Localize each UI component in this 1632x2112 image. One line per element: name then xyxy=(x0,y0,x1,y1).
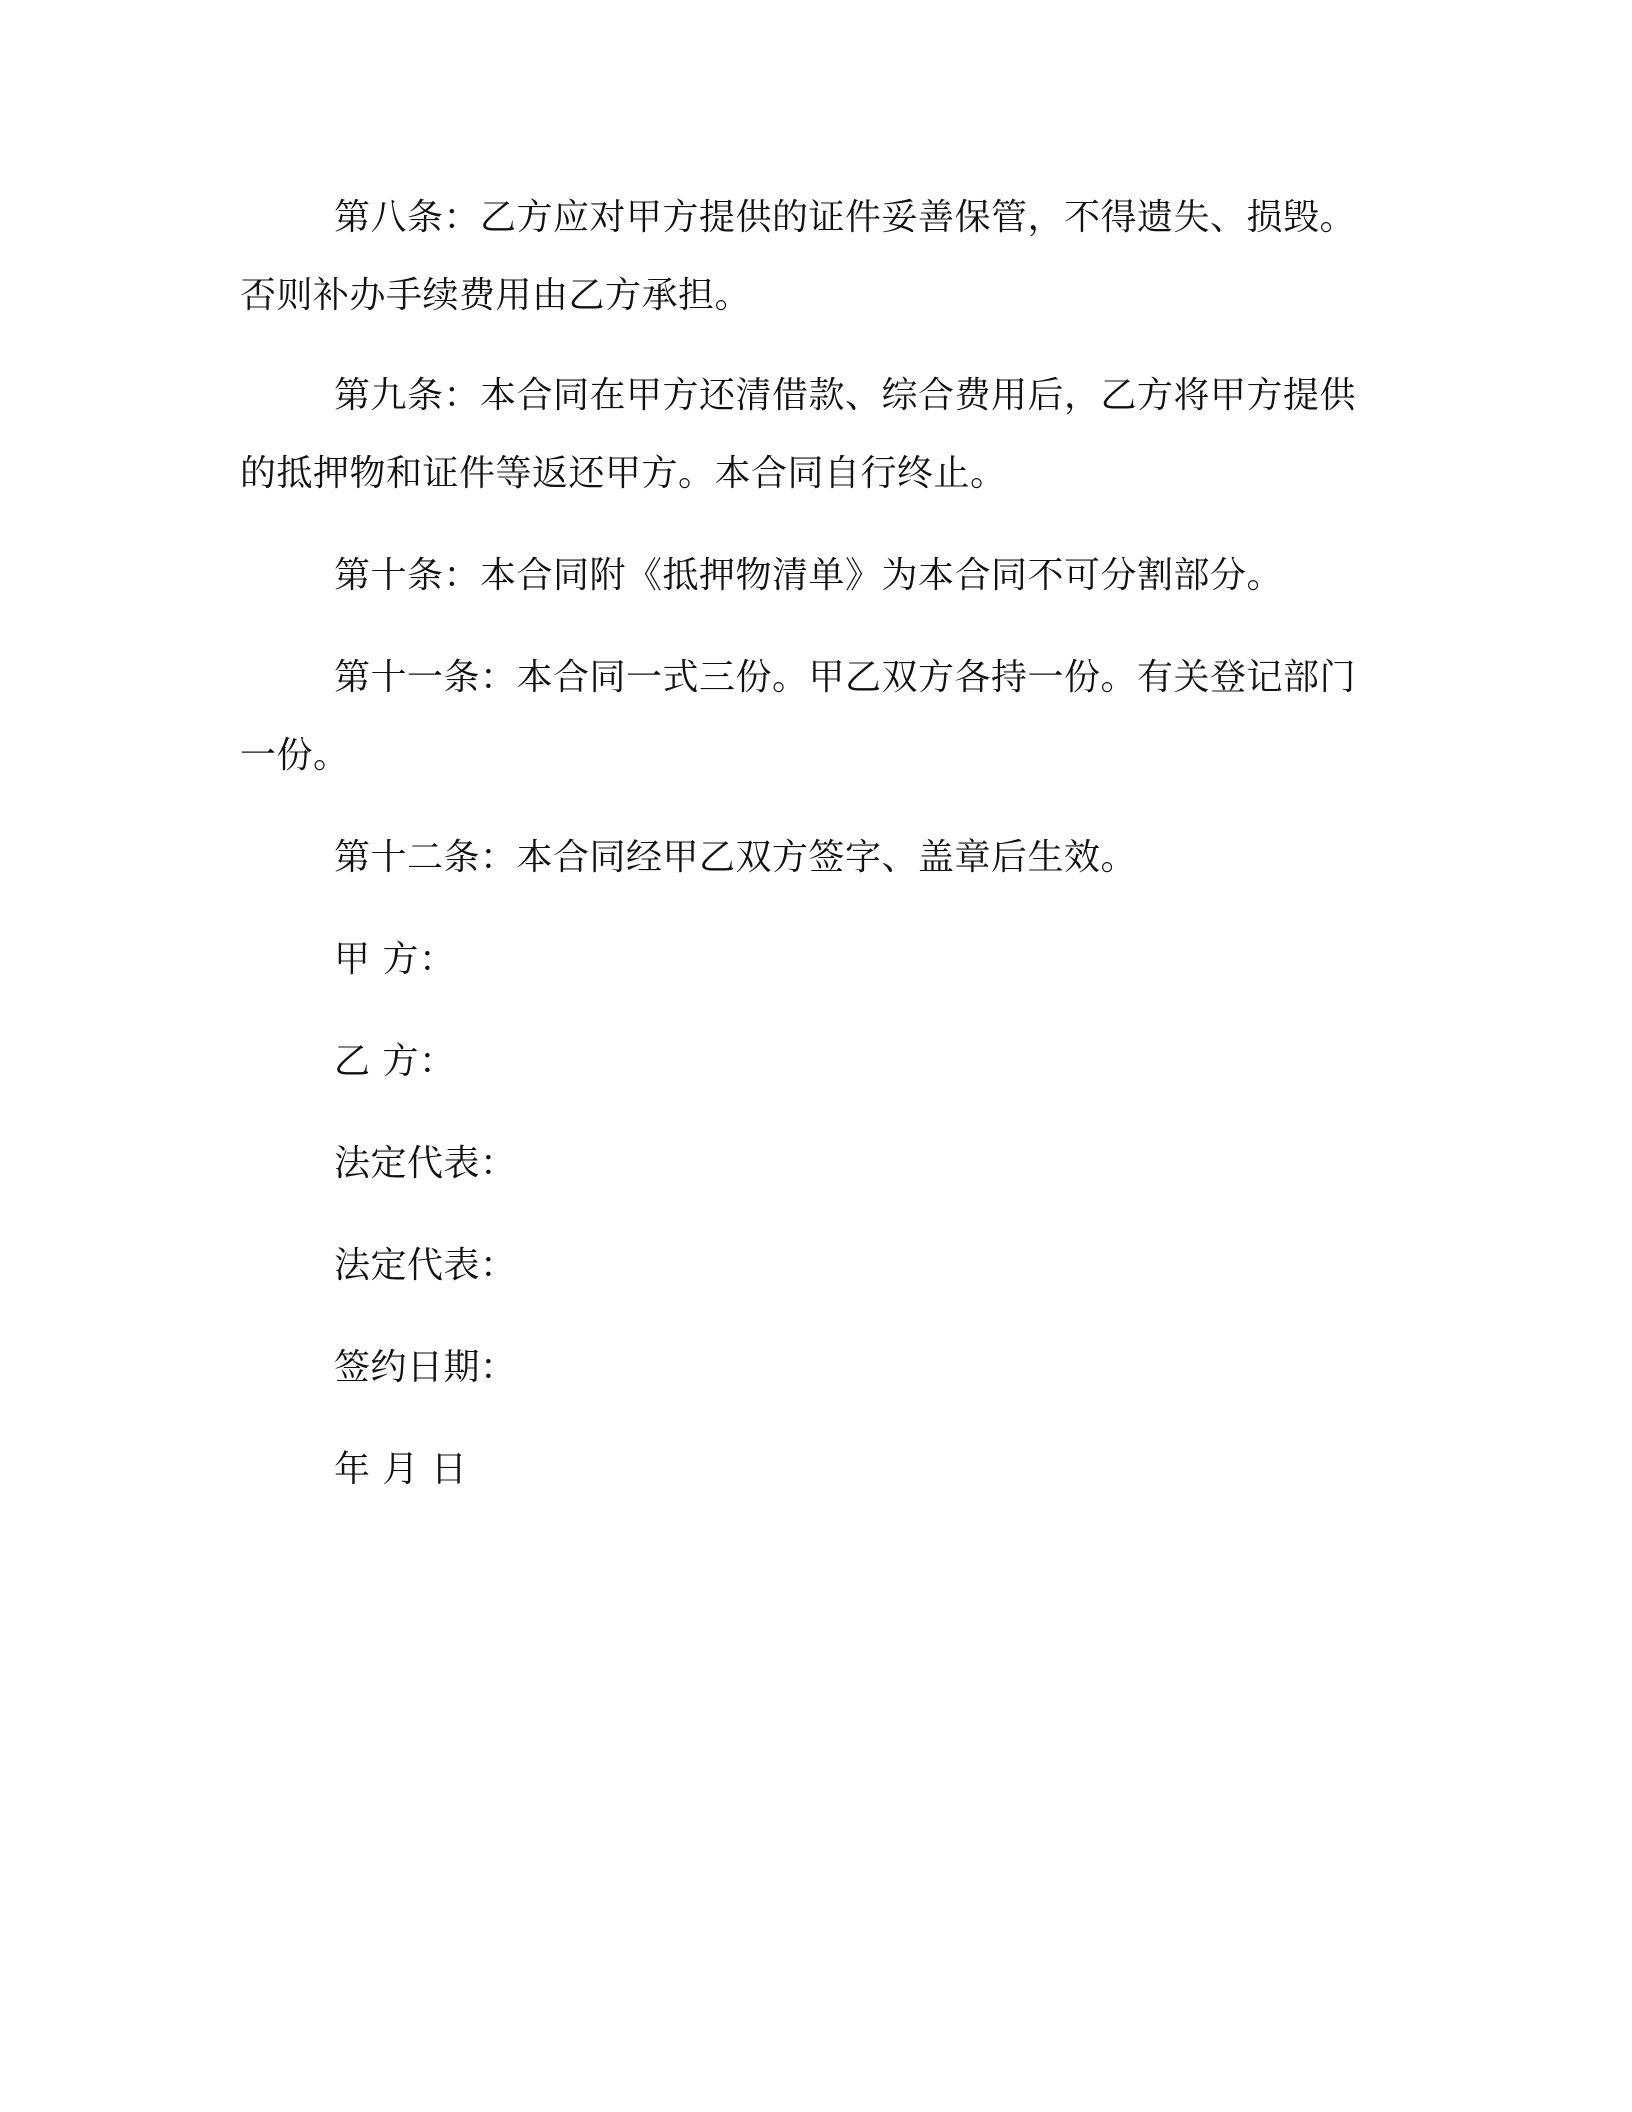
party-a-label: 甲 方： xyxy=(334,939,456,980)
article-8-line-1: 第八条：乙方应对甲方提供的证件妥善保管，不得遗失、损毁。 xyxy=(334,197,1357,238)
article-9-line-2: 的抵押物和证件等返还甲方。本合同自行终止。 xyxy=(240,453,1007,494)
article-11-line-1: 第十一条：本合同一式三份。甲乙双方各持一份。有关登记部门 xyxy=(334,657,1357,698)
legal-representative-label-1: 法定代表： xyxy=(334,1143,517,1184)
party-b-label: 乙 方： xyxy=(334,1041,456,1082)
article-9-line-1: 第九条：本合同在甲方还清借款、综合费用后，乙方将甲方提供 xyxy=(334,375,1357,416)
date-placeholder: 年 月 日 xyxy=(334,1449,468,1490)
article-8-line-2: 否则补办手续费用由乙方承担。 xyxy=(240,275,752,316)
legal-representative-label-2: 法定代表： xyxy=(334,1245,517,1286)
article-10-line-1: 第十条：本合同附《抵押物清单》为本合同不可分割部分。 xyxy=(334,555,1284,596)
article-12-line-1: 第十二条：本合同经甲乙双方签字、盖章后生效。 xyxy=(334,837,1138,878)
article-11-line-2: 一份。 xyxy=(240,735,350,776)
signing-date-label: 签约日期： xyxy=(334,1347,517,1388)
